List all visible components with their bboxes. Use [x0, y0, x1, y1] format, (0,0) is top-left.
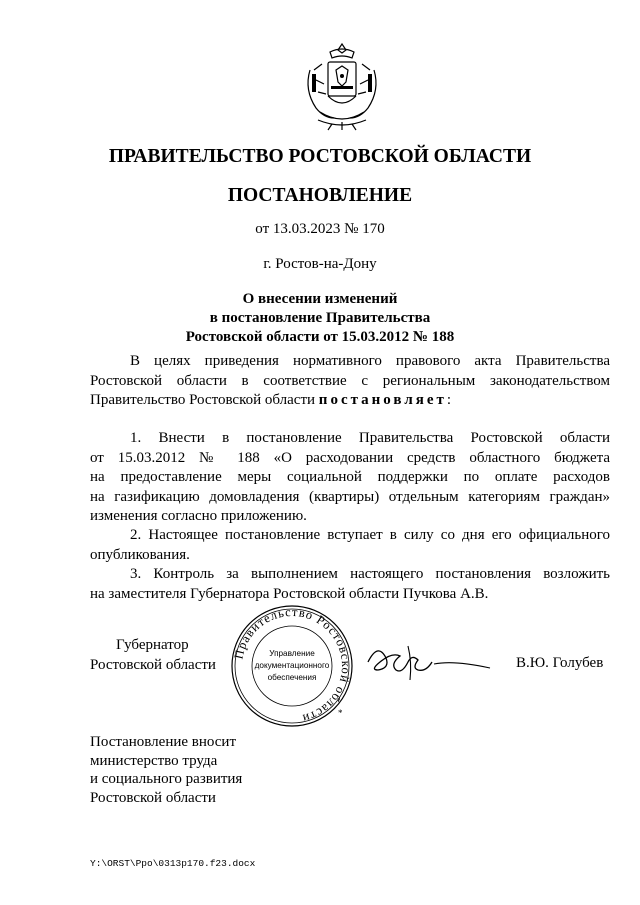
signatory-title — [90, 636, 230, 675]
document-type-heading: ПОСТАНОВЛЕНИЕ — [227, 185, 413, 206]
seal-inner-line: Управление — [269, 649, 315, 658]
item-line: изменения согласно приложению. — [90, 508, 307, 524]
preamble-paragraph — [90, 352, 610, 411]
submitted-by-line: Ростовской области — [90, 789, 216, 806]
document-subject — [0, 290, 640, 347]
item-line: 2. Настоящее постановление вступает в силу со дня его официального — [130, 527, 610, 543]
item-line: на заместителя Губернатора Ростовской области Пучкова А.В. — [90, 585, 489, 602]
signatory-title-line: Ростовской области — [90, 656, 216, 673]
resolves-keyword: постановляет — [318, 392, 447, 408]
item-line: на предоставление меры социальной поддержки по оплате расходов — [90, 469, 610, 485]
item-line: 1. Внести в постановление Правительства Ростовской области — [130, 430, 610, 446]
signatory-title-line: Губернатор — [116, 637, 189, 653]
coat-of-arms-emblem — [300, 40, 384, 132]
preamble-lead-text: Правительство Ростовской области — [90, 392, 319, 408]
signatory-name: В.Ю. Голубев — [516, 655, 604, 671]
item-line: опубликования. — [90, 546, 190, 563]
item-1-paragraph — [90, 429, 610, 527]
subject-line: О внесении изменений — [242, 291, 398, 307]
item-3-paragraph — [90, 565, 610, 604]
preamble-line: Ростовской области в соответствие с региональным законодательством — [90, 372, 610, 389]
seal-inner-line: документационного — [254, 661, 330, 670]
date-and-number: от 13.03.2023 № 170 — [255, 221, 385, 237]
preamble-line: В целях приведения нормативного правового акта Правительства — [130, 353, 610, 369]
preamble-colon: : — [446, 392, 452, 408]
seal-ring-text: Правительство Ростовской области — [231, 604, 354, 726]
item-line: 3. Контроль за выполнением настоящего постановления возложить — [130, 566, 610, 582]
item-line: от 15.03.2012 № 188 «О расходовании средств областного бюджета — [90, 449, 610, 466]
svg-text:*: * — [338, 708, 343, 718]
submitted-by-line: министерство труда — [90, 752, 218, 769]
preamble-line — [90, 391, 610, 411]
file-path-footer: Y:\ORST\Ppo\0313p170.f23.docx — [90, 858, 256, 869]
submitted-by-block — [90, 733, 242, 807]
handwritten-signature — [364, 640, 494, 684]
city-line: г. Ростов-на-Дону — [263, 256, 377, 272]
official-seal — [230, 604, 354, 728]
submitted-by-line: и социального развития — [90, 771, 243, 787]
subject-line: в постановление Правительства — [209, 310, 431, 326]
seal-inner-line: обеспечения — [267, 673, 317, 682]
submitted-by-line: Постановление вносит — [90, 734, 237, 750]
item-line: на газификацию домовладения (квартиры) отдельным категориям граждан» — [90, 488, 610, 505]
item-2-paragraph — [90, 526, 610, 565]
subject-line: Ростовской области от 15.03.2012 № 188 — [185, 329, 455, 345]
government-title: ПРАВИТЕЛЬСТВО РОСТОВСКОЙ ОБЛАСТИ — [108, 146, 532, 167]
